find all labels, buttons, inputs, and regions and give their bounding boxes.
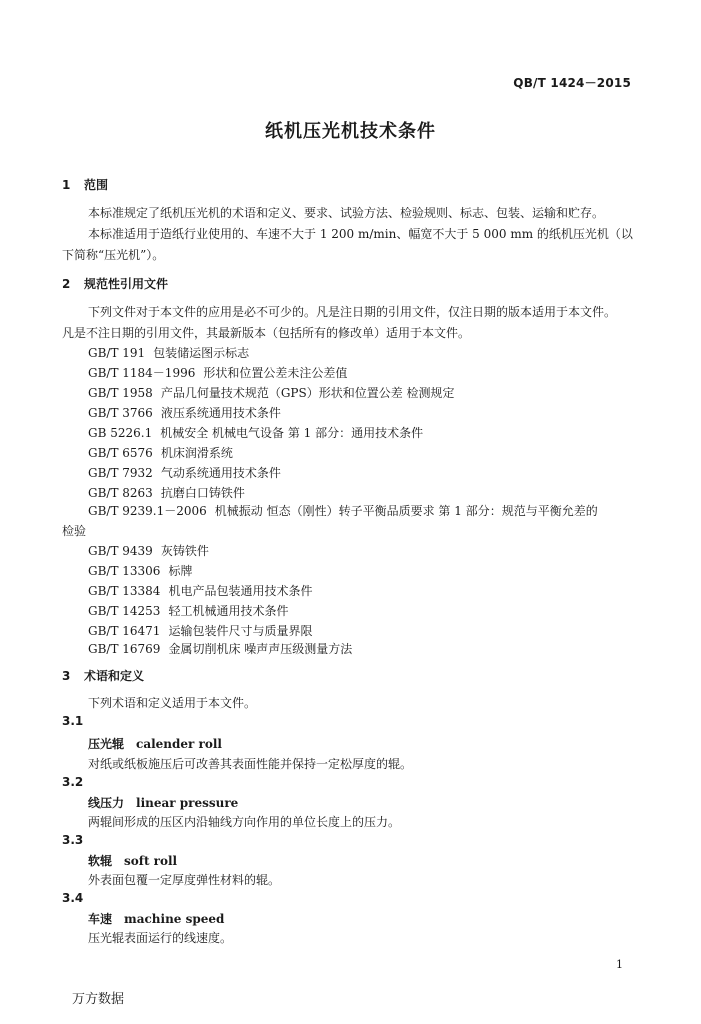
reference-item: [88, 542, 209, 559]
reference-item: [88, 484, 245, 501]
section-title: 范围: [84, 178, 109, 192]
reference-item: [88, 582, 312, 599]
reference-code: GB/T 3766: [88, 406, 153, 420]
reference-name: 包装储运图示标志: [153, 346, 250, 360]
paragraph: 本标准适用于造纸行业使用的、车速不大于 1 200 m/min、幅宽不大于 5 000 mm 的纸机压光机（以: [88, 227, 633, 241]
reference-code: GB/T 191: [88, 346, 146, 360]
paragraph-continued: 下简称“压光机”）。: [62, 248, 165, 262]
term-heading: [88, 910, 224, 927]
reference-item: [88, 404, 281, 421]
term-definition: 两辊间形成的压区内沿轴线方向作用的单位长度上的压力。: [88, 815, 401, 829]
paragraph: 下列文件对于本文件的应用是必不可少的。凡是注日期的引用文件，仅注日期的版本适用于本文件。: [88, 305, 617, 319]
section-3-heading: [62, 667, 144, 684]
reference-code: GB/T 1184－1996: [88, 366, 196, 380]
reference-name: 机械安全 机械电气设备 第 1 部分：通用技术条件: [160, 426, 424, 440]
reference-code: GB/T 16769: [88, 642, 161, 656]
term-zh: 线压力: [88, 796, 125, 810]
reference-name: 产品几何量技术规范（GPS）形状和位置公差 检测规定: [160, 386, 455, 400]
reference-code: GB/T 14253: [88, 604, 161, 618]
reference-name: 金属切削机床 噪声声压级测量方法: [168, 642, 353, 656]
reference-code: GB/T 6576: [88, 446, 153, 460]
term-number: 3.2: [62, 775, 84, 789]
reference-item: [88, 344, 249, 361]
reference-item: [88, 464, 281, 481]
reference-name: 机械振动 恒态（刚性）转子平衡品质要求 第 1 部分：规范与平衡允差的: [214, 504, 598, 518]
section-number: 1: [62, 178, 71, 192]
reference-code: GB/T 9439: [88, 544, 153, 558]
term-number: 3.3: [62, 833, 84, 847]
reference-name: 灰铸铁件: [160, 544, 209, 558]
reference-code: GB/T 16471: [88, 624, 161, 638]
reference-item: [88, 364, 347, 381]
reference-code: GB/T 7932: [88, 466, 153, 480]
term-en: linear pressure: [136, 796, 239, 810]
reference-name: 形状和位置公差未注公差值: [203, 366, 348, 380]
reference-name: 机床润滑系统: [160, 446, 233, 460]
document-title: 纸机压光机技术条件: [265, 121, 436, 142]
reference-name: 轻工机械通用技术条件: [168, 604, 289, 618]
reference-item: [88, 424, 423, 441]
reference-item: [88, 562, 192, 579]
section-number: 3: [62, 669, 71, 683]
term-heading: [88, 735, 222, 752]
watermark-text: 万方数据: [72, 992, 125, 1007]
reference-name: 液压系统通用技术条件: [160, 406, 281, 420]
reference-item: [88, 622, 312, 639]
term-definition: 外表面包覆一定厚度弹性材料的辊。: [88, 873, 281, 887]
reference-item: [88, 384, 455, 401]
paragraph: 下列术语和定义适用于本文件。: [88, 696, 257, 710]
reference-name: 气动系统通用技术条件: [160, 466, 281, 480]
reference-code: GB/T 13384: [88, 584, 161, 598]
section-2-heading: [62, 275, 168, 292]
term-definition: 压光辊表面运行的线速度。: [88, 931, 233, 945]
term-heading: [88, 794, 238, 811]
reference-code: GB/T 13306: [88, 564, 161, 578]
standard-number: QB/T 1424－2015: [513, 76, 631, 90]
reference-name: 标牌: [168, 564, 193, 578]
reference-code: GB/T 8263: [88, 486, 153, 500]
page-number: 1: [616, 958, 623, 971]
term-en: calender roll: [136, 737, 222, 751]
reference-code: GB 5226.1: [88, 426, 153, 440]
reference-name: 运输包装件尺寸与质量界限: [168, 624, 313, 638]
term-definition: 对纸或纸板施压后可改善其表面性能并保持一定松厚度的辊。: [88, 757, 413, 771]
section-title: 规范性引用文件: [84, 277, 169, 291]
term-en: soft roll: [124, 854, 178, 868]
reference-item-continued: 检验: [62, 524, 87, 538]
term-heading: [88, 852, 177, 869]
reference-code: GB/T 9239.1－2006: [88, 504, 207, 518]
reference-name: 机电产品包装通用技术条件: [168, 584, 313, 598]
reference-name: 抗磨白口铸铁件: [160, 486, 245, 500]
section-number: 2: [62, 277, 71, 291]
reference-item: [88, 444, 233, 461]
section-1-heading: [62, 176, 108, 193]
reference-item: [88, 502, 598, 519]
term-number: 3.1: [62, 714, 84, 728]
term-zh: 车速: [88, 912, 113, 926]
reference-item: [88, 640, 352, 657]
term-en: machine speed: [124, 912, 225, 926]
paragraph-continued: 凡是不注日期的引用文件，其最新版本（包括所有的修改单）适用于本文件。: [62, 326, 471, 340]
term-number: 3.4: [62, 891, 84, 905]
section-title: 术语和定义: [84, 669, 145, 683]
paragraph: 本标准规定了纸机压光机的术语和定义、要求、试验方法、检验规则、标志、包装、运输和贮存。: [88, 206, 605, 220]
reference-code: GB/T 1958: [88, 386, 153, 400]
term-zh: 压光辊: [88, 737, 125, 751]
term-zh: 软辊: [88, 854, 113, 868]
reference-item: [88, 602, 288, 619]
